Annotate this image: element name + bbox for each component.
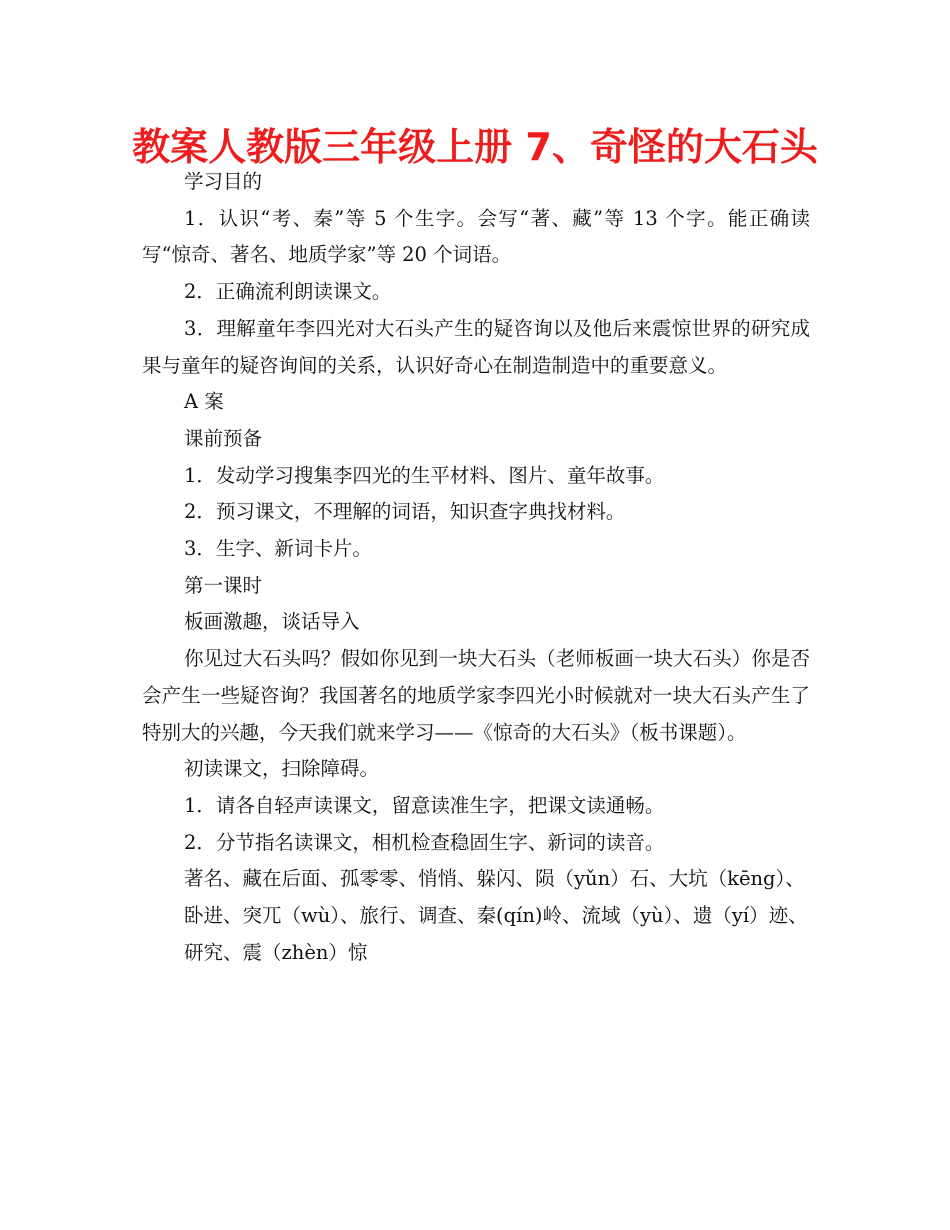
section-heading-plan-a: A 案 — [184, 390, 224, 414]
section-heading-preparation: 课前预备 — [184, 426, 263, 450]
section-heading-first-reading: 初读课文，扫除障碍。 — [184, 757, 380, 781]
paragraph: 你见过大石头吗？假如你见到一块大石头（老师板画一块大石头）你是否会产生一些疑咨询？我国著名的地质学家李四光小时候就对一块大石头产生了特别大的兴趣，今天我们就来学习——《惊奇的大石头》（板书课题）。 — [142, 647, 810, 744]
section-heading-intro: 板画激趣，谈话导入 — [184, 610, 360, 634]
paragraph: 2．分节指名读课文，相机检查稳固生字、新词的读音。 — [184, 830, 665, 854]
document-title: 教案人教版三年级上册 7、奇怪的大石头 — [132, 125, 818, 169]
paragraph: 2．预习课文，不理解的词语，知识查字典找材料。 — [184, 500, 626, 524]
paragraph: 1．发动学习搜集李四光的生平材料、图片、童年故事。 — [184, 463, 665, 487]
section-heading-first-lesson: 第一课时 — [184, 573, 263, 597]
paragraph: 1．认识“考、秦”等 5 个生字。会写“著、藏”等 13 个字。能正确读写“惊奇、著名、地质学家”等 20 个词语。 — [142, 206, 810, 267]
document-body — [142, 164, 810, 971]
vocabulary-line: 研究、震（zhèn）惊 — [184, 940, 368, 964]
vocabulary-line: 卧进、突兀（wù）、旅行、调查、秦(qín)岭、流域（yù）、遗（yí）迹、 — [184, 904, 808, 928]
paragraph: 3．生字、新词卡片。 — [184, 537, 372, 561]
paragraph: 3．理解童年李四光对大石头产生的疑咨询以及他后来震惊世界的研究成果与童年的疑咨询间的关系，认识好奇心在制造制造中的重要意义。 — [142, 316, 810, 377]
vocabulary-line: 著名、藏在后面、孤零零、悄悄、躲闪、陨（yǔn）石、大坑（kēng）、 — [184, 867, 805, 891]
paragraph: 1．请各自轻声读课文，留意读准生字，把课文读通畅。 — [184, 793, 665, 817]
section-heading-learning-goals: 学习目的 — [184, 170, 263, 193]
paragraph: 2．正确流利朗读课文。 — [184, 280, 392, 304]
